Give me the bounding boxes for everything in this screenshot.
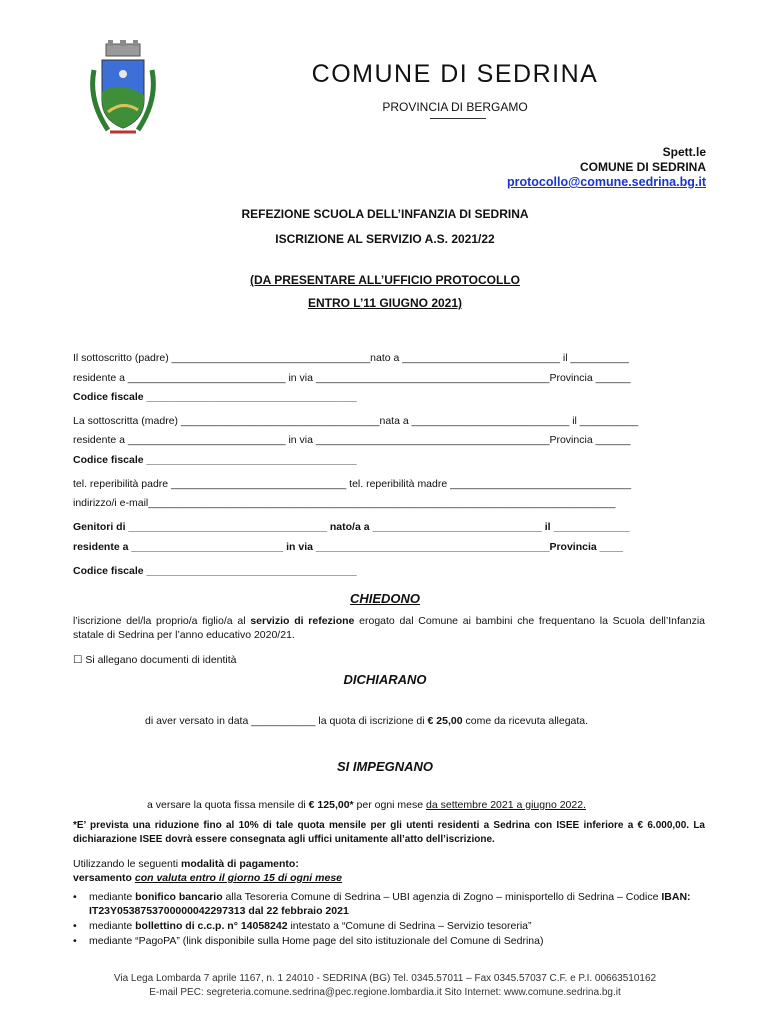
- doc-title-line2: ISCRIZIONE AL SERVIZIO A.S. 2021/22: [275, 232, 495, 246]
- form-mother-tax-code: Codice fiscale ____________________________________: [73, 454, 357, 466]
- form-child-line: Genitori di __________________________________ nato/a a _____________________________ il _____________: [73, 521, 630, 533]
- payment-method-pagopa: • mediante “PagoPA” (link disponibile sulla Home page del sito istituzionale del Comune di Sedrina): [89, 934, 721, 948]
- footer-contacts: E-mail PEC: segreteria.comune.sedrina@pec.regione.lombardia.it Sito Internet: www.comune.sedrina.bg.it: [149, 987, 621, 998]
- doc-notice-line2: ENTRO L’11 GIUGNO 2021): [307, 296, 463, 310]
- footer-address: Via Lega Lombarda 7 aprile 1167, n. 1 24010 - SEDRINA (BG) Tel. 0345.57011 – Fax 0345.57037 C.F. e P.I. 00663510162: [113, 973, 657, 984]
- municipal-crest-icon: [88, 40, 158, 140]
- header-divider: [430, 118, 486, 119]
- form-child-tax-code: Codice fiscale ____________________________________: [73, 565, 357, 577]
- section-impegnano-heading: SI IMPEGNANO: [336, 759, 434, 774]
- form-mother-residence: residente a ___________________________ in via ________________________________________Provincia ______: [73, 434, 631, 446]
- impegnano-line: a versare la quota fissa mensile di € 125,00* per ogni mese da settembre 2021 a giugno 2022.: [147, 799, 586, 811]
- section-dichiarano-heading: DICHIARANO: [343, 672, 427, 687]
- form-father-line: Il sottoscritto (padre) __________________________________nato a ___________________________ il __________: [73, 352, 629, 364]
- doc-notice-line1: (DA PRESENTARE ALL’UFFICIO PROTOCOLLO: [250, 273, 520, 287]
- addressee-name: COMUNE DI SEDRINA: [579, 160, 706, 174]
- province-subtitle: PROVINCIA DI BERGAMO: [382, 100, 528, 114]
- doc-title-line1: REFEZIONE SCUOLA DELL’INFANZIA DI SEDRINA: [241, 207, 529, 221]
- payment-method-postal-slip: • mediante bollettino di c.c.p. n° 14058242 intestato a “Comune di Sedrina – Servizio tesoreria”: [89, 919, 721, 933]
- dichiarano-line: di aver versato in data ___________ la quota di iscrizione di € 25,00 come da ricevuta allegata.: [145, 715, 589, 727]
- form-child-residence: residente a __________________________ in via ________________________________________Provincia ____: [73, 541, 623, 553]
- payment-deadline: versamento con valuta entro il giorno 15 di ogni mese: [73, 872, 342, 884]
- identity-docs-checkbox[interactable]: ☐ Si allegano documenti di identità: [73, 654, 237, 666]
- form-email-line: indirizzo/i e-mail________________________________________________________________________________: [73, 497, 616, 509]
- section-chiedono-heading: CHIEDONO: [349, 591, 421, 606]
- addressee-salutation: Spett.le: [662, 145, 706, 159]
- addressee-email-link[interactable]: protocollo@comune.sedrina.bg.it: [506, 175, 706, 189]
- payment-method-bank-transfer: • mediante bonifico bancario alla Tesoreria Comune di Sedrina – UBI agenzia di Zogno – minisportello di Sedrina – Codice IBAN: IT23Y0538753700000042297313 dal 22 febbraio 2021: [89, 890, 721, 918]
- form-father-residence: residente a ___________________________ in via ________________________________________Provincia ______: [73, 372, 631, 384]
- form-mother-line: La sottoscritta (madre) __________________________________nata a ___________________________ il __________: [73, 415, 639, 427]
- municipality-title: COMUNE DI SEDRINA: [311, 60, 599, 88]
- form-phone-line: tel. reperibilità padre ______________________________ tel. reperibilità madre _______________________________: [73, 478, 632, 490]
- payment-intro: Utilizzando le seguenti modalità di pagamento:: [73, 858, 299, 870]
- form-father-tax-code: Codice fiscale ____________________________________: [73, 391, 357, 403]
- chiedono-paragraph: l’iscrizione del/la proprio/a figlio/a al servizio di refezione erogato dal Comune ai bambini che frequentano la Scuola dell’Infanzia statale di Sedrina per l’anno educativo 2020/21.: [73, 615, 705, 641]
- payment-methods-list: [73, 890, 721, 949]
- isee-note: *E’ prevista una riduzione fino al 10% di tale quota mensile per gli utenti residenti a Sedrina con ISEE inferiore a € 6.000,00. La dichiarazione ISEE dovrà essere consegnata agli uffici unitamente all’atto dell’iscrizione.: [73, 820, 705, 845]
